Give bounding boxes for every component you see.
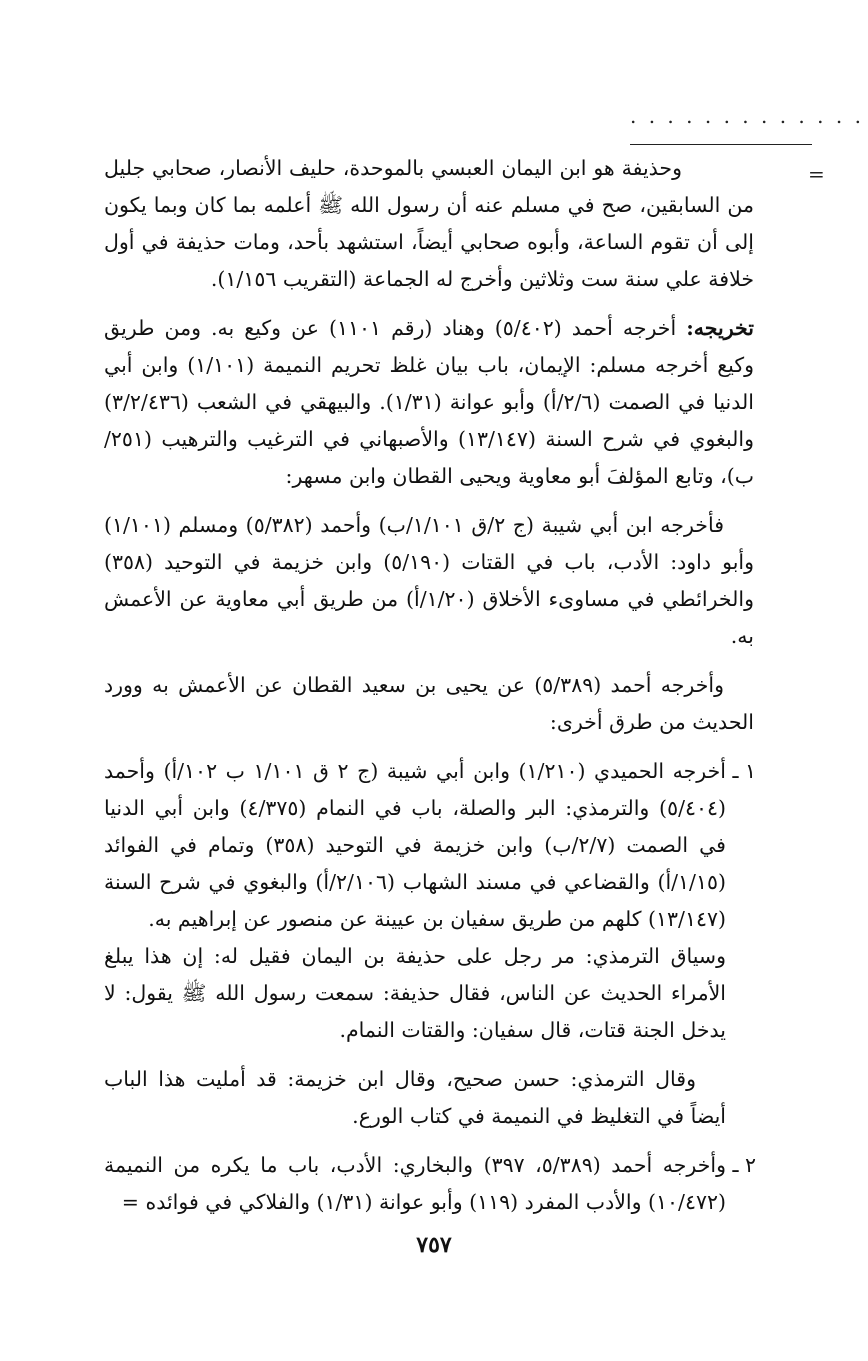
footnote-body xyxy=(104,150,754,1233)
takhrij-text: أخرجه أحمد (٥/٤٠٢) وهناد (رقم ١١٠١) عن وكيع به. ومن طريق وكيع أخرجه مسلم: الإيمان، باب بيان غلظ تحريم النميمة (١/١٠١) وابن أبي الدنيا في الصمت (٢/٦/أ) وأبو عوانة (١/٣١). والبيهقي في الشعب (٣/٢/٤٣٦) والبغوي في شرح السنة (١٣/١٤٧) والأصبهاني في الترغيب والترهيب (٢٥١/ب)، وتابع المؤلفَ أبو معاوية ويحيى القطان وابن مسهر: xyxy=(104,316,754,488)
header-dots: . . . . . . . . . . . . . xyxy=(630,104,864,128)
list-item-number: ١ ـ xyxy=(732,759,756,783)
list-item-number: ٢ ـ xyxy=(732,1153,756,1177)
list-item xyxy=(104,1147,754,1221)
list-item-note: وقال الترمذي: حسن صحيح، وقال ابن خزيمة: قد أمليت هذا الباب أيضاً في التغليظ في النميمة في كتاب الورع. xyxy=(104,1067,726,1128)
takhrij-label: تخريجه: xyxy=(686,316,754,340)
footnote-separator-rule xyxy=(630,144,812,145)
continuation-mark: = xyxy=(808,162,825,186)
list-item-text: أخرجه الحميدي (١/٢١٠) وابن أبي شيبة (ج ٢ ق ١/١٠١ ب ١٠٢/أ) وأحمد (٥/٤٠٤) والترمذي: البر والصلة، باب في النمام (٤/٣٧٥) وابن أبي الدنيا في الصمت (٢/٧/ب) وابن خزيمة في التوحيد (٣٥٨) وتمام في الفوائد (١/١٥/أ) والقضاعي في مسند الشهاب (٢/١٠٦/أ) والبغوي في شرح السنة (١٣/١٤٧) كلهم من طريق سفيان بن عيينة عن منصور عن إبراهيم به. xyxy=(104,759,727,931)
page-number: ٧٥٧ xyxy=(416,1232,452,1258)
narrator-paragraph: وحذيفة هو ابن اليمان العبسي بالموحدة، حليف الأنصار، صحابي جليل من السابقين، صح في مسلم عنه أن رسول الله ﷺ أعلمه بما كان وبما يكون إلى أن تقوم الساعة، وأبوه صحابي أيضاً، استشهد بأحد، ومات حذيفة في أول خلافة علي سنة ست وثلاثين وأخرج له الجماعة (التقريب ١/١٥٦). xyxy=(104,156,754,291)
list-item-text: وأخرجه أحمد (٥/٣٨٩، ٣٩٧) والبخاري: الأدب، باب ما يكره من النميمة (١٠/٤٧٢) والأدب المفرد (١١٩) وأبو عوانة (١/٣١) والفلاكي في فوائده = xyxy=(104,1153,726,1214)
list-item xyxy=(104,753,754,1049)
list-item-extra: وسياق الترمذي: مر رجل على حذيفة بن اليمان فقيل له: إن هذا يبلغ الأمراء الحديث عن الناس، فقال حذيفة: سمعت رسول الله ﷺ يقول: لا يدخل الجنة قتات، قال سفيان: والقتات النمام. xyxy=(104,944,726,1042)
takhrij-paragraph xyxy=(104,310,754,495)
abu-muawiya-paragraph: فأخرجه ابن أبي شيبة (ج ٢/ق ١/١٠١/ب) وأحمد (٥/٣٨٢) ومسلم (١/١٠١) وأبو داود: الأدب، باب في القتات (٥/١٩٠) وابن خزيمة في التوحيد (٣٥٨) والخرائطي في مساوىء الأخلاق (١/٢٠/أ) من طريق أبي معاوية عن الأعمش به. xyxy=(104,513,754,648)
yahya-paragraph: وأخرجه أحمد (٥/٣٨٩) عن يحيى بن سعيد القطان عن الأعمش به وورد الحديث من طرق أخرى: xyxy=(104,673,754,734)
